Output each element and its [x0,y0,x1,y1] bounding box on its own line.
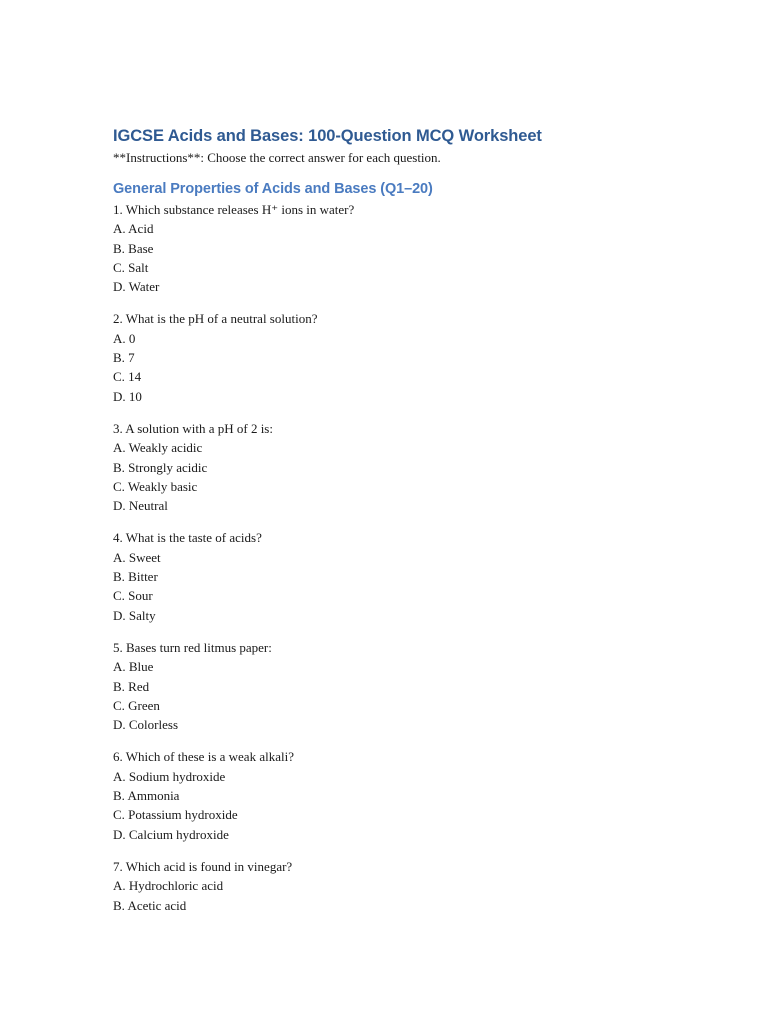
answer-option: D. Calcium hydroxide [113,826,229,842]
answer-option: C. Potassium hydroxide [113,807,238,823]
section-heading: General Properties of Acids and Bases (Q1–20) [113,181,433,197]
question-text: 4. What is the taste of acids? [113,530,262,546]
document-title: IGCSE Acids and Bases: 100-Question MCQ Worksheet [113,127,542,145]
answer-option: D. Colorless [113,717,178,733]
answer-option: C. Sour [113,588,153,604]
answer-option: B. Ammonia [113,788,180,804]
question-list [113,200,713,915]
answer-option: A. Weakly acidic [113,440,203,456]
instructions-text: **Instructions**: Choose the correct answer for each question. [113,150,441,165]
question-text: 1. Which substance releases H⁺ ions in water? [113,202,355,217]
question-text: 2. What is the pH of a neutral solution? [113,311,318,327]
question-text: 5. Bases turn red litmus paper: [113,639,272,655]
answer-option: B. Bitter [113,569,158,585]
answer-option: A. Sodium hydroxide [113,768,226,784]
question-text: 6. Which of these is a weak alkali? [113,749,294,765]
answer-option: B. Strongly acidic [113,459,208,475]
answer-option: C. 14 [113,369,142,385]
question-block [113,747,713,843]
question-block [113,200,713,296]
answer-option: A. Acid [113,221,154,237]
answer-option: D. 10 [113,388,142,404]
answer-option: B. Acetic acid [113,897,187,913]
question-block [113,638,713,734]
answer-option: C. Green [113,697,160,713]
answer-option: B. Base [113,240,154,256]
answer-option: A. Hydrochloric acid [113,878,224,894]
question-block [113,528,713,624]
answer-option: A. Blue [113,659,154,675]
answer-option: D. Water [113,279,160,295]
question-block [113,857,713,915]
answer-option: A. Sweet [113,549,161,565]
answer-option: C. Weakly basic [113,478,198,494]
question-text: 7. Which acid is found in vinegar? [113,858,293,874]
question-text: 3. A solution with a pH of 2 is: [113,420,273,436]
answer-option: B. 7 [113,350,135,366]
question-block [113,419,713,515]
answer-option: D. Salty [113,607,156,623]
question-block [113,309,713,405]
worksheet-page [113,124,713,928]
answer-option: B. Red [113,678,150,694]
answer-option: C. Salt [113,259,149,275]
answer-option: D. Neutral [113,498,168,514]
answer-option: A. 0 [113,330,136,346]
